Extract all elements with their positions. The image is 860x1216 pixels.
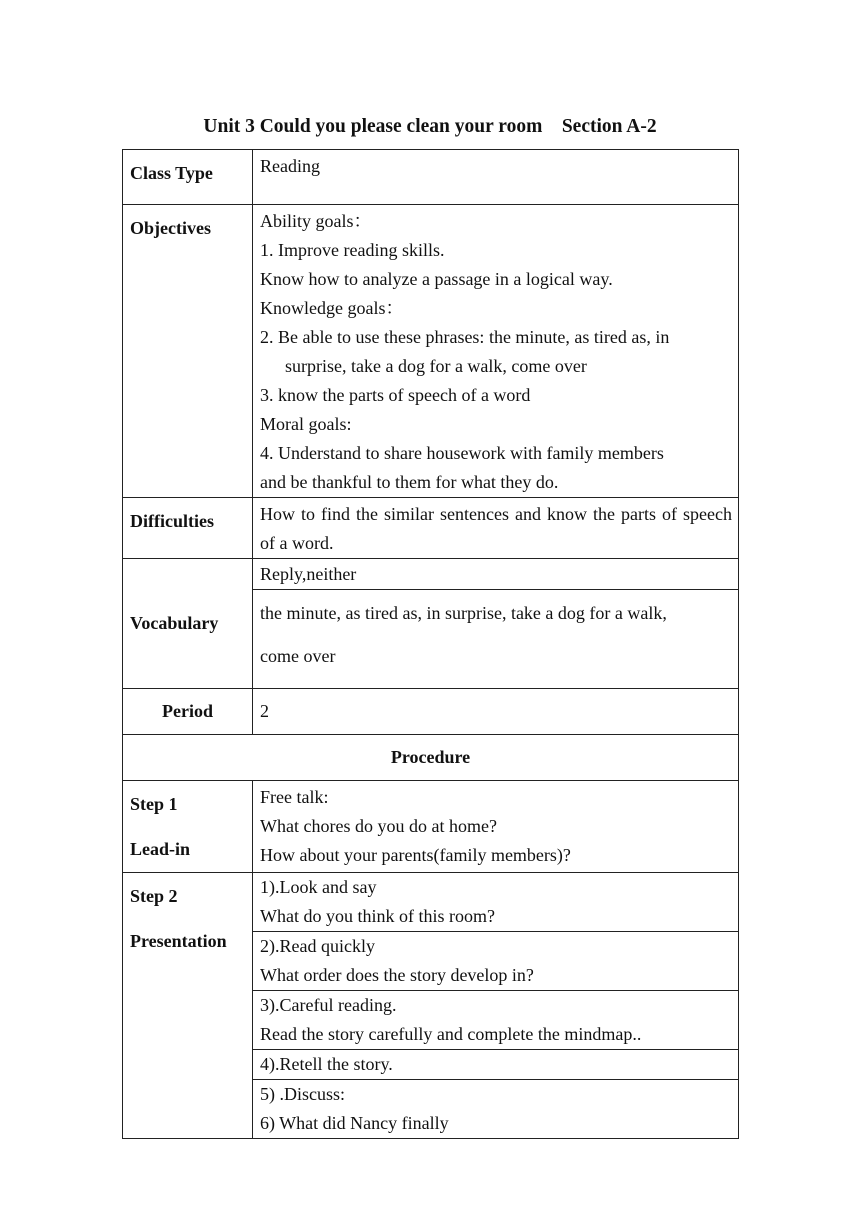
lesson-plan-table (122, 149, 739, 1139)
difficulties-label: Difficulties (123, 498, 253, 559)
period-label: Period (123, 689, 253, 735)
step2-line: 6) What did Nancy finally (260, 1113, 449, 1133)
step2-line: 1).Look and say (260, 877, 377, 897)
objective-line: 1. Improve reading skills. (260, 240, 445, 260)
step1-row (123, 781, 739, 873)
vocabulary-words: Reply,neither (253, 559, 739, 590)
difficulties-value: How to find the similar sentences and know the parts of speech of a word. (253, 498, 739, 559)
vocabulary-row-words (123, 559, 739, 590)
vocabulary-phrases-line: the minute, as tired as, in surprise, take a dog for a walk, (260, 603, 667, 623)
page-title: Unit 3 Could you please clean your room Section A-2 (203, 116, 657, 137)
objective-line: Knowledge goals： (260, 298, 404, 318)
objective-line: Moral goals: (260, 414, 352, 434)
objectives-row (123, 205, 739, 498)
step2-row-1 (123, 873, 739, 932)
objective-line: and be thankful to them for what they do. (260, 472, 559, 492)
step2-line: What do you think of this room? (260, 906, 495, 926)
vocabulary-phrases-line: come over (260, 646, 336, 666)
objectives-label: Objectives (123, 205, 253, 498)
step2-line: 4).Retell the story. (260, 1054, 393, 1074)
objective-line: Ability goals： (260, 211, 372, 231)
step2-part (253, 873, 739, 932)
step1-content (253, 781, 739, 873)
class-type-value: Reading (253, 150, 739, 205)
step2-name: Presentation (130, 931, 227, 951)
vocabulary-phrases (253, 590, 739, 689)
step2-line: What order does the story develop in? (260, 965, 534, 985)
step2-line: 3).Careful reading. (260, 995, 397, 1015)
class-type-label: Class Type (123, 150, 253, 205)
objective-line: 4. Understand to share housework with family members (260, 443, 664, 463)
step2-part (253, 932, 739, 991)
step2-number: Step 2 (130, 886, 178, 906)
period-row (123, 689, 739, 735)
step2-label (123, 873, 253, 1139)
objective-line: Know how to analyze a passage in a logical way. (260, 269, 613, 289)
step1-line: Free talk: (260, 787, 329, 807)
objective-line: 3. know the parts of speech of a word (260, 385, 531, 405)
vocabulary-label: Vocabulary (123, 559, 253, 689)
step2-part (253, 1050, 739, 1080)
objectives-content (253, 205, 739, 498)
step2-line: 5) .Discuss: (260, 1084, 345, 1104)
step1-number: Step 1 (130, 794, 178, 814)
step2-part (253, 1080, 739, 1139)
difficulties-row (123, 498, 739, 559)
step2-line: 2).Read quickly (260, 936, 375, 956)
step2-line: Read the story carefully and complete the mindmap.. (260, 1024, 642, 1044)
procedure-row (123, 735, 739, 781)
step1-name: Lead-in (130, 839, 191, 859)
step1-label (123, 781, 253, 873)
class-type-row (123, 150, 739, 205)
step1-line: What chores do you do at home? (260, 816, 497, 836)
step1-line: How about your parents(family members)? (260, 845, 571, 865)
objective-line: 2. Be able to use these phrases: the minute, as tired as, in surprise, take a dog for a walk, come over (260, 327, 670, 376)
step2-part (253, 991, 739, 1050)
procedure-heading: Procedure (123, 735, 739, 781)
period-value: 2 (253, 689, 739, 735)
